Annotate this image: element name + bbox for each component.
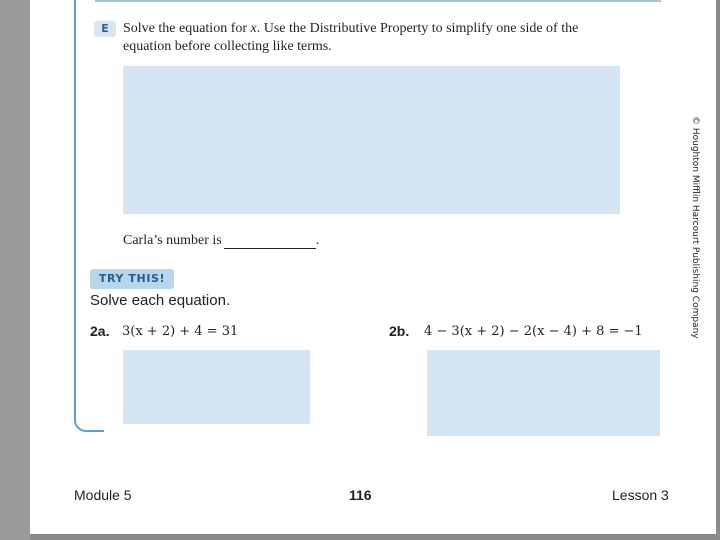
step-badge: E [94, 21, 116, 37]
copyright-notice: © Houghton Mifflin Harcourt Publishing Company [690, 116, 700, 339]
footer-lesson: Lesson 3 [612, 487, 669, 503]
carla-answer-line [123, 233, 319, 249]
step-instruction [123, 20, 593, 56]
carla-answer-blank[interactable] [224, 235, 316, 249]
try-this-badge: TRY THIS! [90, 269, 174, 289]
problem-2a-equation: 3(x + 2) + 4 = 31 [122, 324, 239, 339]
footer-module: Module 5 [74, 487, 132, 503]
try-this-heading: Solve each equation. [90, 292, 231, 309]
problem-2a-label: 2a. [90, 323, 110, 339]
page-shadow-bottom [30, 534, 720, 540]
instruction-text-start: Solve the equation for [123, 21, 251, 36]
page-shadow-right [716, 0, 720, 540]
answer-box-2b[interactable] [427, 350, 660, 436]
carla-period: . [315, 233, 320, 248]
footer-page-number: 116 [349, 487, 372, 503]
instruction-variable: x [250, 21, 257, 36]
problem-2b-equation: 4 − 3(x + 2) − 2(x − 4) + 8 = −1 [424, 324, 643, 339]
problem-2b-label: 2b. [389, 323, 410, 339]
carla-label: Carla’s number is [123, 233, 222, 248]
instruction-text-end: . Use the Distributive Property to simplify one side of the equation before collecting like terms. [123, 21, 579, 54]
answer-box-main[interactable] [123, 66, 620, 214]
frame-top-rule [95, 0, 661, 2]
answer-box-2a[interactable] [123, 350, 310, 424]
frame-left-rule [74, 0, 104, 432]
